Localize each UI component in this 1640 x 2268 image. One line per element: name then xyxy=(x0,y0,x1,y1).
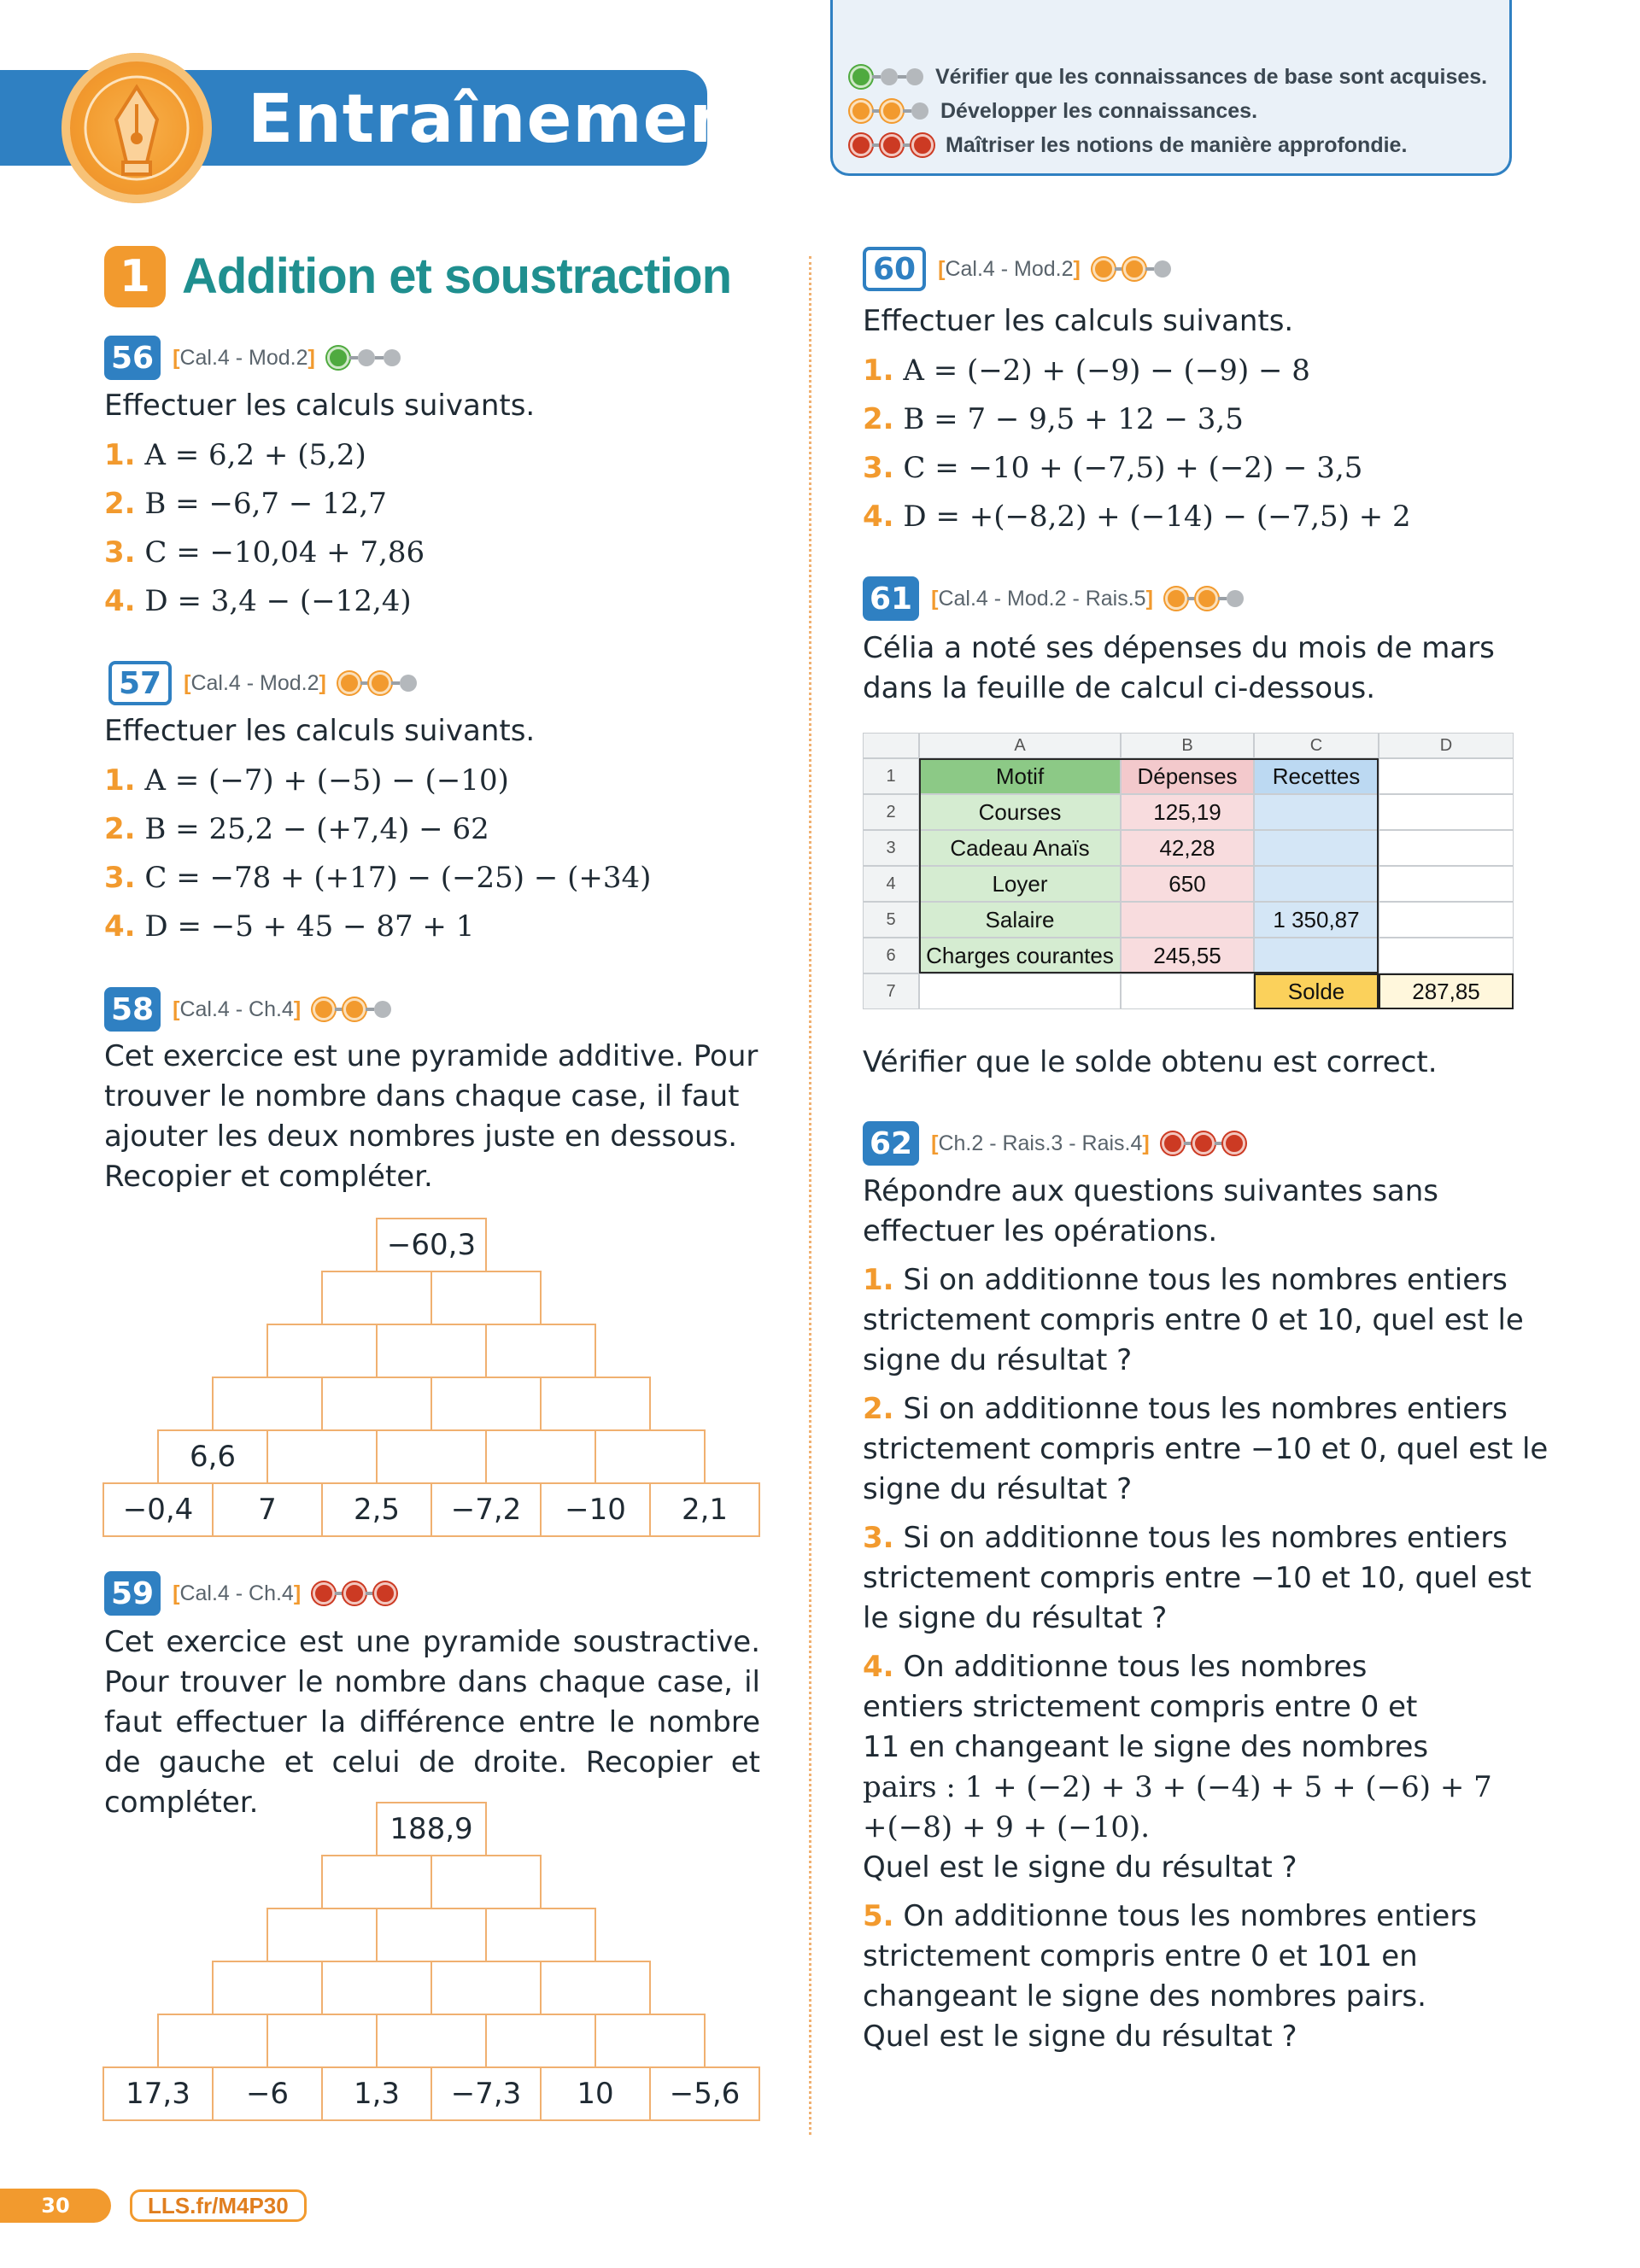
row-header: 5 xyxy=(863,902,919,938)
sheet-cell: Courses xyxy=(919,794,1121,830)
pyramid-cell xyxy=(485,1324,596,1378)
pen-nib-medal-icon xyxy=(62,53,212,203)
pyramid-cell: 7 xyxy=(212,1482,323,1537)
exercise-number: 59 xyxy=(104,1571,161,1616)
column-header: A xyxy=(919,733,1121,758)
sheet-cell xyxy=(1379,794,1514,830)
sheet-cell: Dépenses xyxy=(1121,758,1254,794)
question-line xyxy=(863,1768,1492,1808)
question-text: Si on additionne tous les nombres entiers xyxy=(903,1392,1508,1426)
question-line xyxy=(863,1599,1167,1639)
pyramid-cell xyxy=(321,1961,432,2015)
sheet-cell xyxy=(1121,902,1254,938)
pyramid-cell: −6 xyxy=(212,2066,323,2121)
exercise-number: 57 xyxy=(108,661,172,705)
exercise-reference: [Cal.4 - Mod.2] xyxy=(184,670,326,695)
pyramid-cell: 188,9 xyxy=(376,1802,487,1856)
question-number: 3. xyxy=(863,1521,894,1555)
calc-item: 1. A = 6,2 + (5,2) xyxy=(104,438,366,472)
pyramid-cell: 6,6 xyxy=(157,1429,268,1484)
sheet-cell xyxy=(1379,758,1514,794)
sheet-cell: 650 xyxy=(1121,866,1254,902)
question-line xyxy=(863,1848,1297,1888)
calc-item: 4. D = +(−8,2) + (−14) − (−7,5) + 2 xyxy=(863,500,1411,534)
question-text: le signe du résultat ? xyxy=(863,1601,1168,1635)
resource-link[interactable]: LLS.fr/M4P30 xyxy=(130,2189,307,2222)
calc-item: 4. D = −5 + 45 − 87 + 1 xyxy=(104,909,475,944)
instruction: Effectuer les calculs suivants. xyxy=(104,714,536,748)
row-header: 7 xyxy=(863,973,919,1009)
difficulty-level-3-icon xyxy=(1162,1132,1245,1154)
question-text: pairs : 1 + (−2) + 3 + (−4) + 5 + (−6) + 7 xyxy=(863,1770,1492,1804)
pyramid-cell xyxy=(376,1429,487,1484)
pyramid-cell: −5,6 xyxy=(649,2066,760,2121)
row-header: 4 xyxy=(863,866,919,902)
pyramid-cell xyxy=(540,1961,651,2015)
intro-line: Répondre aux questions suivantes sans xyxy=(863,1174,1439,1208)
ref-text: Cal.4 - Ch.4 xyxy=(179,997,294,1021)
ref-text: Cal.4 - Ch.4 xyxy=(179,1581,294,1605)
exercise-58-header xyxy=(104,987,391,1032)
pyramid-cell xyxy=(376,1908,487,1962)
section-number: 1 xyxy=(104,246,166,307)
pyramid-cell xyxy=(266,1324,378,1378)
difficulty-level-2-icon xyxy=(850,100,928,122)
question-line xyxy=(863,1389,1508,1429)
sheet-cell xyxy=(1254,938,1379,973)
question-text: +(−8) + 9 + (−10). xyxy=(863,1810,1151,1844)
question-line xyxy=(863,1897,1477,1937)
question-line xyxy=(863,1647,1367,1687)
pyramid-cell xyxy=(212,1961,323,2015)
pyramid-cell: −0,4 xyxy=(102,1482,214,1537)
question-line xyxy=(863,1937,1418,1977)
sheet-cell: Solde xyxy=(1254,973,1379,1009)
section-title: Addition et soustraction xyxy=(182,248,731,304)
pyramid-cell xyxy=(594,1429,706,1484)
sheet-cell xyxy=(1379,938,1514,973)
question-text: strictement compris entre −10 et 10, quel est xyxy=(863,1561,1532,1595)
pyramid-cell: −10 xyxy=(540,1482,651,1537)
pyramid-cell xyxy=(430,1377,542,1431)
question-line xyxy=(863,1727,1428,1768)
sheet-cell: 42,28 xyxy=(1121,830,1254,866)
question-text: strictement compris entre 0 et 101 en xyxy=(863,1939,1418,1973)
question-text: strictement compris entre −10 et 0, quel est le xyxy=(863,1432,1549,1466)
legend-text: Maîtriser les notions de manière approfondie. xyxy=(946,132,1408,157)
sheet-cell: Charges courantes xyxy=(919,938,1121,973)
question-number: 4. xyxy=(863,1650,894,1684)
spreadsheet xyxy=(863,733,1514,1016)
question-text: strictement compris entre 0 et 10, quel est le xyxy=(863,1303,1524,1337)
question-line xyxy=(863,1558,1532,1599)
column-header: B xyxy=(1121,733,1254,758)
exercise-61-header xyxy=(863,576,1244,621)
pyramid-cell xyxy=(212,1377,323,1431)
exercise-59-header xyxy=(104,1571,396,1616)
legend-text: Développer les connaissances. xyxy=(940,98,1258,123)
pyramid-cell: 2,1 xyxy=(649,1482,760,1537)
question-text: 11 en changeant le signe des nombres xyxy=(863,1730,1429,1764)
exercise-56-header xyxy=(104,336,401,380)
pyramid-cell xyxy=(485,1908,596,1962)
instruction: Effectuer les calculs suivants. xyxy=(863,304,1294,338)
pyramid-cell: 2,5 xyxy=(321,1482,432,1537)
pyramid-cell xyxy=(157,2014,268,2068)
question-line xyxy=(863,1429,1548,1470)
page-title: Entraînement xyxy=(248,81,770,158)
difficulty-level-3-icon xyxy=(313,1582,396,1605)
pyramid-cell: 1,3 xyxy=(321,2066,432,2121)
legend-row-master xyxy=(850,130,1407,161)
difficulty-level-2-icon xyxy=(313,998,391,1020)
sheet-cell xyxy=(1254,866,1379,902)
ref-text: Cal.4 - Mod.2 xyxy=(945,256,1074,281)
sheet-cell: 287,85 xyxy=(1379,973,1514,1009)
pyramid-cell xyxy=(430,1855,542,1909)
pyramid-cell xyxy=(485,2014,596,2068)
sheet-cell xyxy=(919,973,1121,1009)
ref-text: Ch.2 - Rais.3 - Rais.4 xyxy=(938,1131,1143,1155)
exercise-number: 60 xyxy=(863,247,926,291)
exercise-number: 62 xyxy=(863,1121,919,1166)
pyramid-cell xyxy=(430,1961,542,2015)
intro-line: effectuer les opérations. xyxy=(863,1214,1218,1248)
sheet-cell xyxy=(1121,973,1254,1009)
exercise-reference: [Cal.4 - Ch.4] xyxy=(173,997,302,1021)
question-text: On additionne tous les nombres entiers xyxy=(903,1899,1478,1933)
row-header: 1 xyxy=(863,758,919,794)
legend-text: Vérifier que les connaissances de base sont acquises. xyxy=(935,64,1488,89)
pyramid-cell xyxy=(266,1908,378,1962)
exercise-reference: [Cal.4 - Mod.2] xyxy=(173,345,315,370)
column-header: D xyxy=(1379,733,1514,758)
exercise-reference: [Cal.4 - Mod.2] xyxy=(938,256,1081,281)
calc-item: 3. C = −10 + (−7,5) + (−2) − 3,5 xyxy=(863,451,1363,485)
calc-item: 3. C = −10,04 + 7,86 xyxy=(104,535,425,570)
question-text: changeant le signe des nombres pairs. xyxy=(863,1979,1426,2014)
ref-text: Cal.4 - Mod.2 xyxy=(179,345,308,370)
question-line xyxy=(863,1260,1508,1301)
difficulty-legend xyxy=(830,0,1512,176)
pyramid-cell xyxy=(321,1271,432,1325)
question-line xyxy=(863,2017,1297,2057)
pyramid-cell xyxy=(430,1271,542,1325)
exercise-62-header xyxy=(863,1121,1245,1166)
question-text: entiers strictement compris entre 0 et xyxy=(863,1690,1418,1724)
pyramid-cell: −7,2 xyxy=(430,1482,542,1537)
difficulty-level-1-icon xyxy=(850,66,923,88)
difficulty-level-3-icon xyxy=(850,134,934,156)
pyramid-cell xyxy=(266,2014,378,2068)
question-number: 1. xyxy=(863,1263,894,1297)
sheet-cell: Recettes xyxy=(1254,758,1379,794)
ref-text: Cal.4 - Mod.2 - Rais.5 xyxy=(938,586,1146,611)
column-header: C xyxy=(1254,733,1379,758)
pyramid-cell: −60,3 xyxy=(376,1218,487,1272)
calc-item: 4. D = 3,4 − (−12,4) xyxy=(104,584,412,618)
sheet-cell: Loyer xyxy=(919,866,1121,902)
row-header: 6 xyxy=(863,938,919,973)
sheet-cell: Motif xyxy=(919,758,1121,794)
calc-item: 2. B = 25,2 − (+7,4) − 62 xyxy=(104,812,489,846)
exercise-number: 56 xyxy=(104,336,161,380)
ref-text: Cal.4 - Mod.2 xyxy=(190,670,319,695)
exercise-number: 61 xyxy=(863,576,919,621)
sheet-cell xyxy=(1254,830,1379,866)
question-text: Si on additionne tous les nombres entiers xyxy=(903,1263,1508,1297)
exercise-text: Cet exercice est une pyramide additive. Pour trouver le nombre dans chaque case, il faut ajouter les deux nombres juste en dessous. Recopier et compléter. xyxy=(104,1039,758,1194)
question-text: On additionne tous les nombres xyxy=(903,1650,1368,1684)
sheet-cell: Salaire xyxy=(919,902,1121,938)
difficulty-level-2-icon xyxy=(1165,587,1244,610)
legend-row-basic xyxy=(850,61,1487,92)
row-header: 2 xyxy=(863,794,919,830)
calc-item: 1. A = (−7) + (−5) − (−10) xyxy=(104,763,509,798)
sheet-cell xyxy=(1379,830,1514,866)
exercise-reference: [Cal.4 - Mod.2 - Rais.5] xyxy=(931,586,1153,611)
pyramid-cell xyxy=(321,1855,432,1909)
exercise-number: 58 xyxy=(104,987,161,1032)
calc-item: 3. C = −78 + (+17) − (−25) − (+34) xyxy=(104,861,652,895)
difficulty-level-1-icon xyxy=(327,347,401,369)
question-number: 2. xyxy=(863,1392,894,1426)
pyramid-cell xyxy=(376,2014,487,2068)
row-header: 3 xyxy=(863,830,919,866)
sheet-cell: 125,19 xyxy=(1121,794,1254,830)
question-text: Quel est le signe du résultat ? xyxy=(863,1850,1297,1885)
exercise-question: Vérifier que le solde obtenu est correct. xyxy=(863,1045,1438,1079)
question-text: Si on additionne tous les nombres entiers xyxy=(903,1521,1508,1555)
question-line xyxy=(863,1341,1132,1381)
sheet-cell xyxy=(1379,902,1514,938)
pyramid-cell xyxy=(540,1377,651,1431)
pyramid-cell xyxy=(485,1429,596,1484)
pyramid-cell xyxy=(321,1377,432,1431)
sheet-cell: 1 350,87 xyxy=(1254,902,1379,938)
question-line xyxy=(863,1470,1132,1510)
calc-item: 1. A = (−2) + (−9) − (−9) − 8 xyxy=(863,354,1310,388)
question-line xyxy=(863,1977,1426,2017)
exercise-text: Célia a noté ses dépenses du mois de mars dans la feuille de calcul ci-dessous. xyxy=(863,631,1495,705)
sheet-cell xyxy=(1379,866,1514,902)
question-text: signe du résultat ? xyxy=(863,1472,1133,1506)
exercise-57-header xyxy=(108,661,417,705)
exercise-reference: [Ch.2 - Rais.3 - Rais.4] xyxy=(931,1131,1150,1155)
question-line xyxy=(863,1518,1508,1558)
question-text: signe du résultat ? xyxy=(863,1343,1133,1377)
difficulty-level-2-icon xyxy=(338,672,417,694)
legend-row-develop xyxy=(850,96,1257,126)
page-number: 30 xyxy=(0,2189,111,2223)
column-divider xyxy=(809,256,811,2135)
sheet-cell: Cadeau Anaïs xyxy=(919,830,1121,866)
exercise-text: Cet exercice est une pyramide soustractive. Pour trouver le nombre dans chaque case, il faut effectuer la différence entre le nombre de gauche et celui de droite. Recopier et compléter. xyxy=(104,1625,760,1820)
exercise-60-header xyxy=(863,247,1171,291)
question-line xyxy=(863,1808,1150,1848)
calc-item: 2. B = −6,7 − 12,7 xyxy=(104,487,387,521)
calc-item: 2. B = 7 − 9,5 + 12 − 3,5 xyxy=(863,402,1244,436)
question-number: 5. xyxy=(863,1899,894,1933)
pyramid-cell: −7,3 xyxy=(430,2066,542,2121)
pyramid-cell xyxy=(266,1429,378,1484)
sheet-cell xyxy=(1254,794,1379,830)
exercise-reference: [Cal.4 - Ch.4] xyxy=(173,1581,302,1605)
pyramid-cell xyxy=(376,1324,487,1378)
sheet-cell: 245,55 xyxy=(1121,938,1254,973)
question-line xyxy=(863,1687,1417,1727)
corner-cell xyxy=(863,733,919,758)
pyramid-cell xyxy=(594,2014,706,2068)
question-line xyxy=(863,1301,1524,1341)
instruction: Effectuer les calculs suivants. xyxy=(104,389,536,423)
pyramid-cell: 17,3 xyxy=(102,2066,214,2121)
question-text: Quel est le signe du résultat ? xyxy=(863,2020,1297,2054)
difficulty-level-2-icon xyxy=(1092,258,1171,280)
pyramid-cell: 10 xyxy=(540,2066,651,2121)
